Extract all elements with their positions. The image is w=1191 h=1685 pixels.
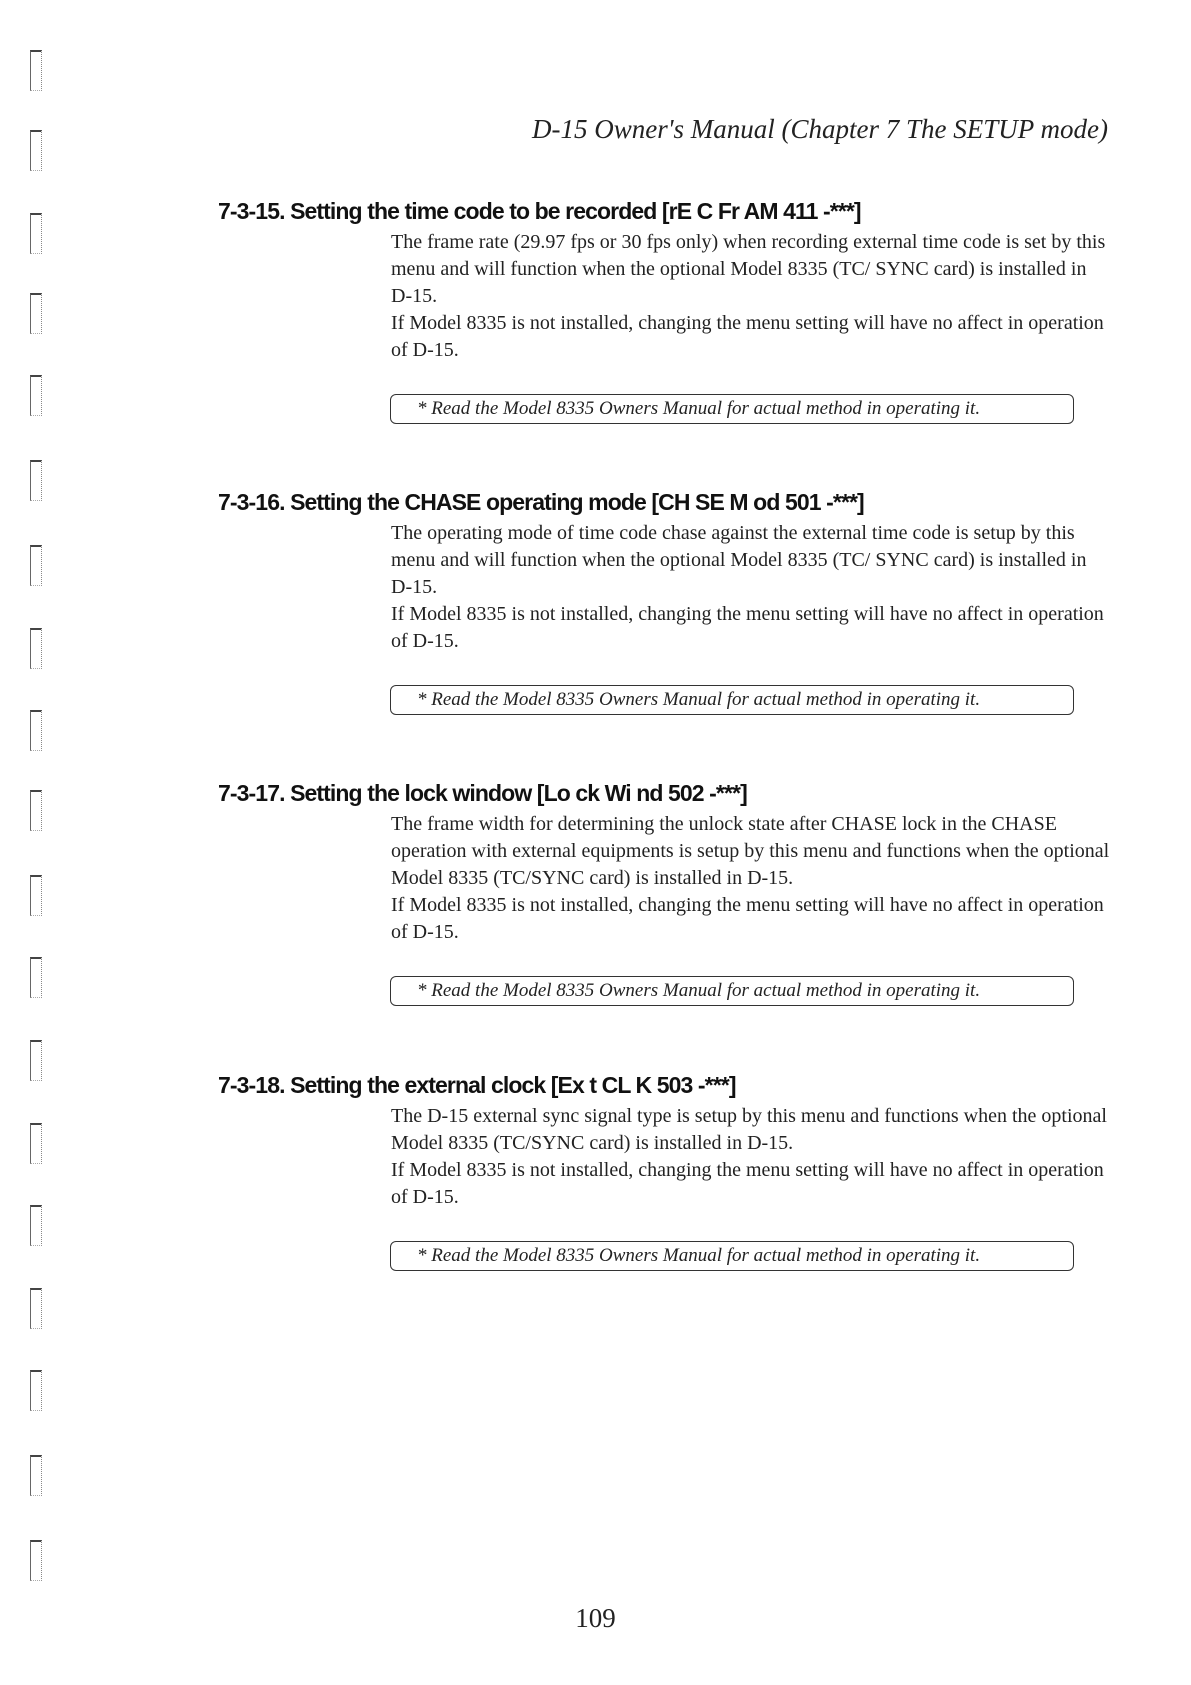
note-box: * Read the Model 8335 Owners Manual for actual method in operating it. xyxy=(390,394,1074,424)
note-box: * Read the Model 8335 Owners Manual for actual method in operating it. xyxy=(390,685,1074,715)
section-lock-window xyxy=(218,780,1108,1006)
binder-hole-mark xyxy=(30,545,42,586)
section-body xyxy=(391,811,1111,946)
body-paragraph: The frame width for determining the unlock state after CHASE lock in the CHASE operation with external equipments is setup by this menu and functions when the optional Model 8335 (TC/SYNC card) is installed in D-15. xyxy=(391,813,1110,889)
binder-hole-mark xyxy=(30,1455,42,1496)
binder-hole-mark xyxy=(30,130,42,171)
binder-hole-mark xyxy=(30,875,42,916)
binder-hole-mark xyxy=(30,50,42,91)
binder-hole-mark xyxy=(30,1288,42,1329)
body-paragraph: If Model 8335 is not installed, changing the menu setting will have no affect in operation of D-15. xyxy=(391,1159,1104,1208)
body-paragraph: The frame rate (29.97 fps or 30 fps only) when recording external time code is set by this menu and will function when the optional Model 8335 (TC/ SYNC card) is installed in D-15. xyxy=(391,231,1106,307)
section-body xyxy=(391,229,1111,364)
body-paragraph: The D-15 external sync signal type is setup by this menu and functions when the optional Model 8335 (TC/SYNC card) is installed in D-15. xyxy=(391,1105,1107,1154)
section-heading: 7-3-17. Setting the lock window [Lo ck Wi nd 502 -***] xyxy=(218,780,747,806)
binder-hole-mark xyxy=(30,790,42,831)
section-body xyxy=(391,520,1111,655)
binder-hole-mark xyxy=(30,1205,42,1246)
binder-hole-mark xyxy=(30,293,42,334)
binder-hole-mark xyxy=(30,1370,42,1411)
section-time-code-record xyxy=(218,198,1108,424)
binder-hole-mark xyxy=(30,460,42,501)
binder-hole-mark xyxy=(30,957,42,998)
binder-hole-mark xyxy=(30,628,42,669)
section-heading: 7-3-18. Setting the external clock [Ex t CL K 503 -***] xyxy=(218,1072,736,1098)
note-box: * Read the Model 8335 Owners Manual for actual method in operating it. xyxy=(390,1241,1074,1271)
binder-hole-mark xyxy=(30,213,42,254)
body-paragraph: If Model 8335 is not installed, changing the menu setting will have no affect in operation of D-15. xyxy=(391,312,1104,361)
body-paragraph: The operating mode of time code chase against the external time code is setup by this menu and will function when the optional Model 8335 (TC/ SYNC card) is installed in D-15. xyxy=(391,522,1087,598)
binder-hole-mark xyxy=(30,375,42,416)
page-number: 109 xyxy=(575,1603,616,1633)
binder-hole-mark xyxy=(30,710,42,751)
section-external-clock xyxy=(218,1072,1108,1271)
body-paragraph: If Model 8335 is not installed, changing the menu setting will have no affect in operation of D-15. xyxy=(391,603,1104,652)
section-heading: 7-3-16. Setting the CHASE operating mode [CH SE M od 501 -***] xyxy=(218,489,864,515)
section-chase-mode xyxy=(218,489,1108,715)
section-heading: 7-3-15. Setting the time code to be recorded [rE C Fr AM 411 -***] xyxy=(218,198,861,224)
body-paragraph: If Model 8335 is not installed, changing the menu setting will have no affect in operation of D-15. xyxy=(391,894,1104,943)
binder-hole-mark xyxy=(30,1540,42,1581)
section-body xyxy=(391,1103,1111,1211)
binder-hole-mark xyxy=(30,1040,42,1081)
running-head: D-15 Owner's Manual (Chapter 7 The SETUP mode) xyxy=(532,114,1108,144)
note-box: * Read the Model 8335 Owners Manual for actual method in operating it. xyxy=(390,976,1074,1006)
binder-hole-mark xyxy=(30,1123,42,1164)
